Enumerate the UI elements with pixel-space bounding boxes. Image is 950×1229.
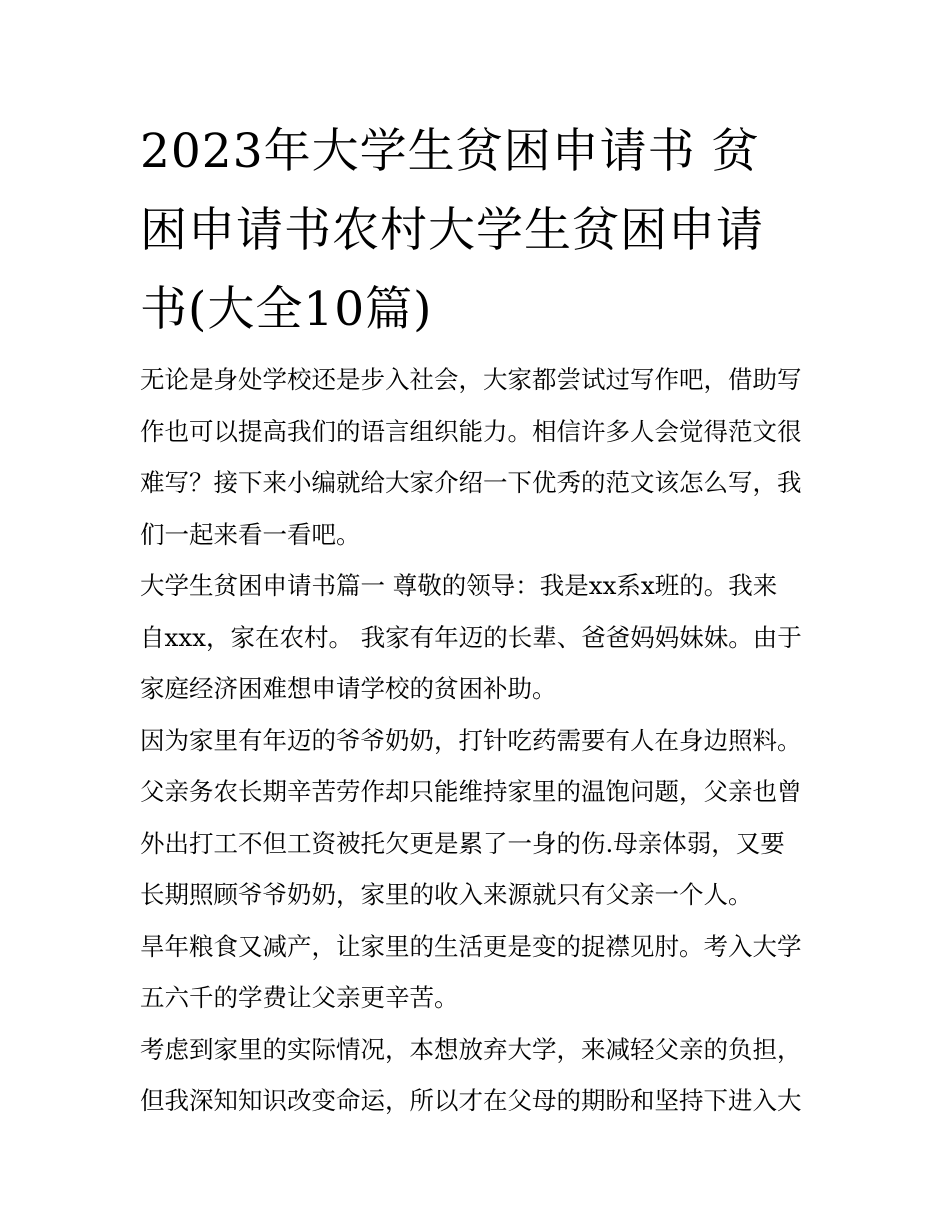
body-line-7: 家庭经济困难想申请学校的贫困补助。: [140, 674, 557, 703]
body-line-8: 因为家里有年迈的爷爷奶奶，打针吃药需要有人在身边照料。: [140, 725, 802, 755]
body-line-12: 旱年粮食又减产，让家里的生活更是变的捉襟见肘。考入大学: [140, 931, 802, 961]
document-title: [140, 112, 820, 349]
body-line-5: 大学生贫困申请书篇一 尊敬的领导：我是xx系x班的。我来: [140, 571, 778, 600]
body-line-10: 外出打工不但工资被托欠更是累了一身的伤.母亲体弱，又要: [140, 828, 785, 858]
body-line-3: 难写？接下来小编就给大家介绍一下优秀的范文该怎么写，我: [140, 468, 802, 497]
body-line-14: 考虑到家里的实际情况，本想放弃大学，来减轻父亲的负担，: [140, 1034, 802, 1064]
title-line-1: 2023年大学生贫困申请书 贫: [140, 124, 760, 179]
body-line-11: 长期照顾爷爷奶奶，家里的收入来源就只有父亲一个人。: [140, 880, 753, 909]
body-line-4: 们一起来看一看吧。: [140, 519, 361, 549]
body-line-6: 自xxx，家在农村。 我家有年迈的长辈、爸爸妈妈妹妹。由于: [140, 622, 802, 652]
body-line-13: 五六千的学费让父亲更辛苦。: [140, 983, 459, 1012]
document-body: [140, 354, 820, 1127]
body-line-1: 无论是身处学校还是步入社会，大家都尝试过写作吧，借助写: [140, 365, 802, 394]
body-line-15: 但我深知知识改变命运，所以才在父母的期盼和坚持下进入大: [140, 1086, 802, 1115]
title-line-3: 书(大全10篇): [140, 282, 433, 337]
body-line-2: 作也可以提高我们的语言组织能力。相信许多人会觉得范文很: [140, 416, 802, 446]
title-line-2: 困申请书农村大学生贫困申请: [140, 203, 764, 258]
body-line-9: 父亲务农长期辛苦劳作却只能维持家里的温饱问题，父亲也曾: [140, 777, 802, 806]
